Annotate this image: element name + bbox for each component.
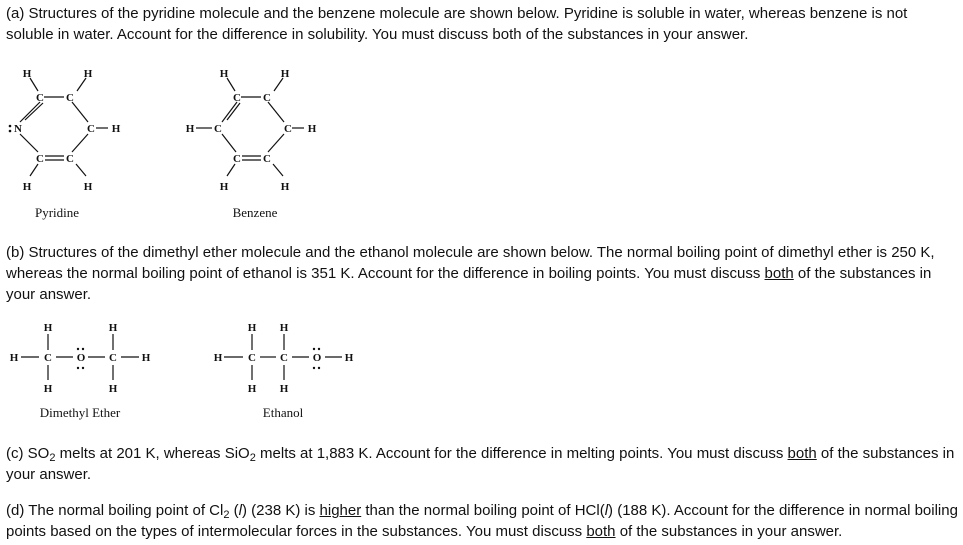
- emphasis-higher: higher: [319, 502, 362, 519]
- benzene-atom-c: C: [263, 92, 271, 104]
- ethanol-atom-o: O: [312, 352, 322, 364]
- ether-atom-c: C: [44, 352, 52, 364]
- pyridine-atom-h: H: [22, 68, 32, 80]
- pyridine-atom-c: C: [66, 153, 74, 165]
- ethanol-caption: Ethanol: [262, 405, 304, 420]
- ether-atom-h: H: [108, 383, 118, 395]
- ether-atom-c: C: [109, 352, 117, 364]
- emphasis-both: both: [764, 265, 794, 282]
- dimethyl-ether-structure: [10, 322, 151, 420]
- pyridine-atom-c: C: [36, 92, 44, 104]
- ether-atom-h: H: [9, 352, 19, 364]
- ethanol-structure: [214, 322, 354, 420]
- pyridine-benzene-structures: [0, 60, 340, 230]
- benzene-atom-c: C: [284, 123, 292, 135]
- ethanol-atom-h: H: [279, 322, 289, 334]
- question-c-text: (c) $SO_2$ melts at 201 K, whereas SiO$_2$ melts at 1,883 K. Account for the difference in melting points. You must discuss both of the substances in your answer.: [6, 445, 955, 483]
- benzene-atom-h: H: [219, 181, 229, 193]
- ether-ethanol-structures: [0, 318, 380, 428]
- ether-atom-h: H: [43, 383, 53, 395]
- pyridine-atom-h: H: [83, 181, 93, 193]
- ethanol-atom-h: H: [247, 383, 257, 395]
- pyridine-atom-n: N: [14, 123, 22, 135]
- benzene-atom-h: H: [307, 123, 317, 135]
- pyridine-atom-h: H: [83, 68, 93, 80]
- benzene-structure: [186, 68, 317, 220]
- ether-atom-o: O: [76, 352, 86, 364]
- ether-atom-h: H: [108, 322, 118, 334]
- ethanol-atom-h: H: [213, 352, 223, 364]
- ethanol-atom-h: H: [344, 352, 354, 364]
- ether-atom-h: H: [43, 322, 53, 334]
- ethanol-atom-c: C: [248, 352, 256, 364]
- ethanol-atom-c: C: [280, 352, 288, 364]
- benzene-atom-h: H: [280, 68, 290, 80]
- benzene-atom-c: C: [214, 123, 222, 135]
- pyridine-structure: [9, 68, 121, 220]
- benzene-atom-c: C: [233, 92, 241, 104]
- ethanol-atom-h: H: [279, 383, 289, 395]
- pyridine-caption: Pyridine: [34, 205, 80, 220]
- pyridine-atom-c: C: [66, 92, 74, 104]
- pyridine-atom-h: H: [22, 181, 32, 193]
- benzene-atom-h: H: [280, 181, 290, 193]
- question-d-text: (d) The normal boiling point of $Cl_2$ (l) (238 K) is higher than the normal boiling point of HCl(l) (188 K). Account for the difference in normal boiling points based on the types of intermolecular forces in the substances. You must discuss both of the substances in your answer.: [6, 502, 958, 540]
- benzene-atom-h: H: [185, 123, 195, 135]
- ethanol-atom-h: H: [247, 322, 257, 334]
- emphasis-both: both: [586, 523, 616, 540]
- benzene-caption: Benzene: [232, 205, 278, 220]
- benzene-atom-c: C: [233, 153, 241, 165]
- dimethyl-ether-caption: Dimethyl Ether: [39, 405, 121, 420]
- pyridine-atom-c: C: [36, 153, 44, 165]
- question-b-text: (b) Structures of the dimethyl ether molecule and the ethanol molecule are shown below. The normal boiling point of dimethyl ether is 250 K, whereas the normal boiling point of ethanol is 351 K. Account for the difference in boiling points. You must discuss both of the substances in your answer.: [6, 244, 935, 303]
- pyridine-atom-h: H: [111, 123, 121, 135]
- question-a-text: (a) Structures of the pyridine molecule and the benzene molecule are shown below. Pyridine is soluble in water, whereas benzene is not soluble in water. Account for the difference in solubility. You must discuss both of the substances in your answer.: [6, 5, 908, 43]
- ether-atom-h: H: [141, 352, 151, 364]
- pyridine-atom-c: C: [87, 123, 95, 135]
- benzene-atom-c: C: [263, 153, 271, 165]
- emphasis-both: both: [787, 445, 817, 462]
- benzene-atom-h: H: [219, 68, 229, 80]
